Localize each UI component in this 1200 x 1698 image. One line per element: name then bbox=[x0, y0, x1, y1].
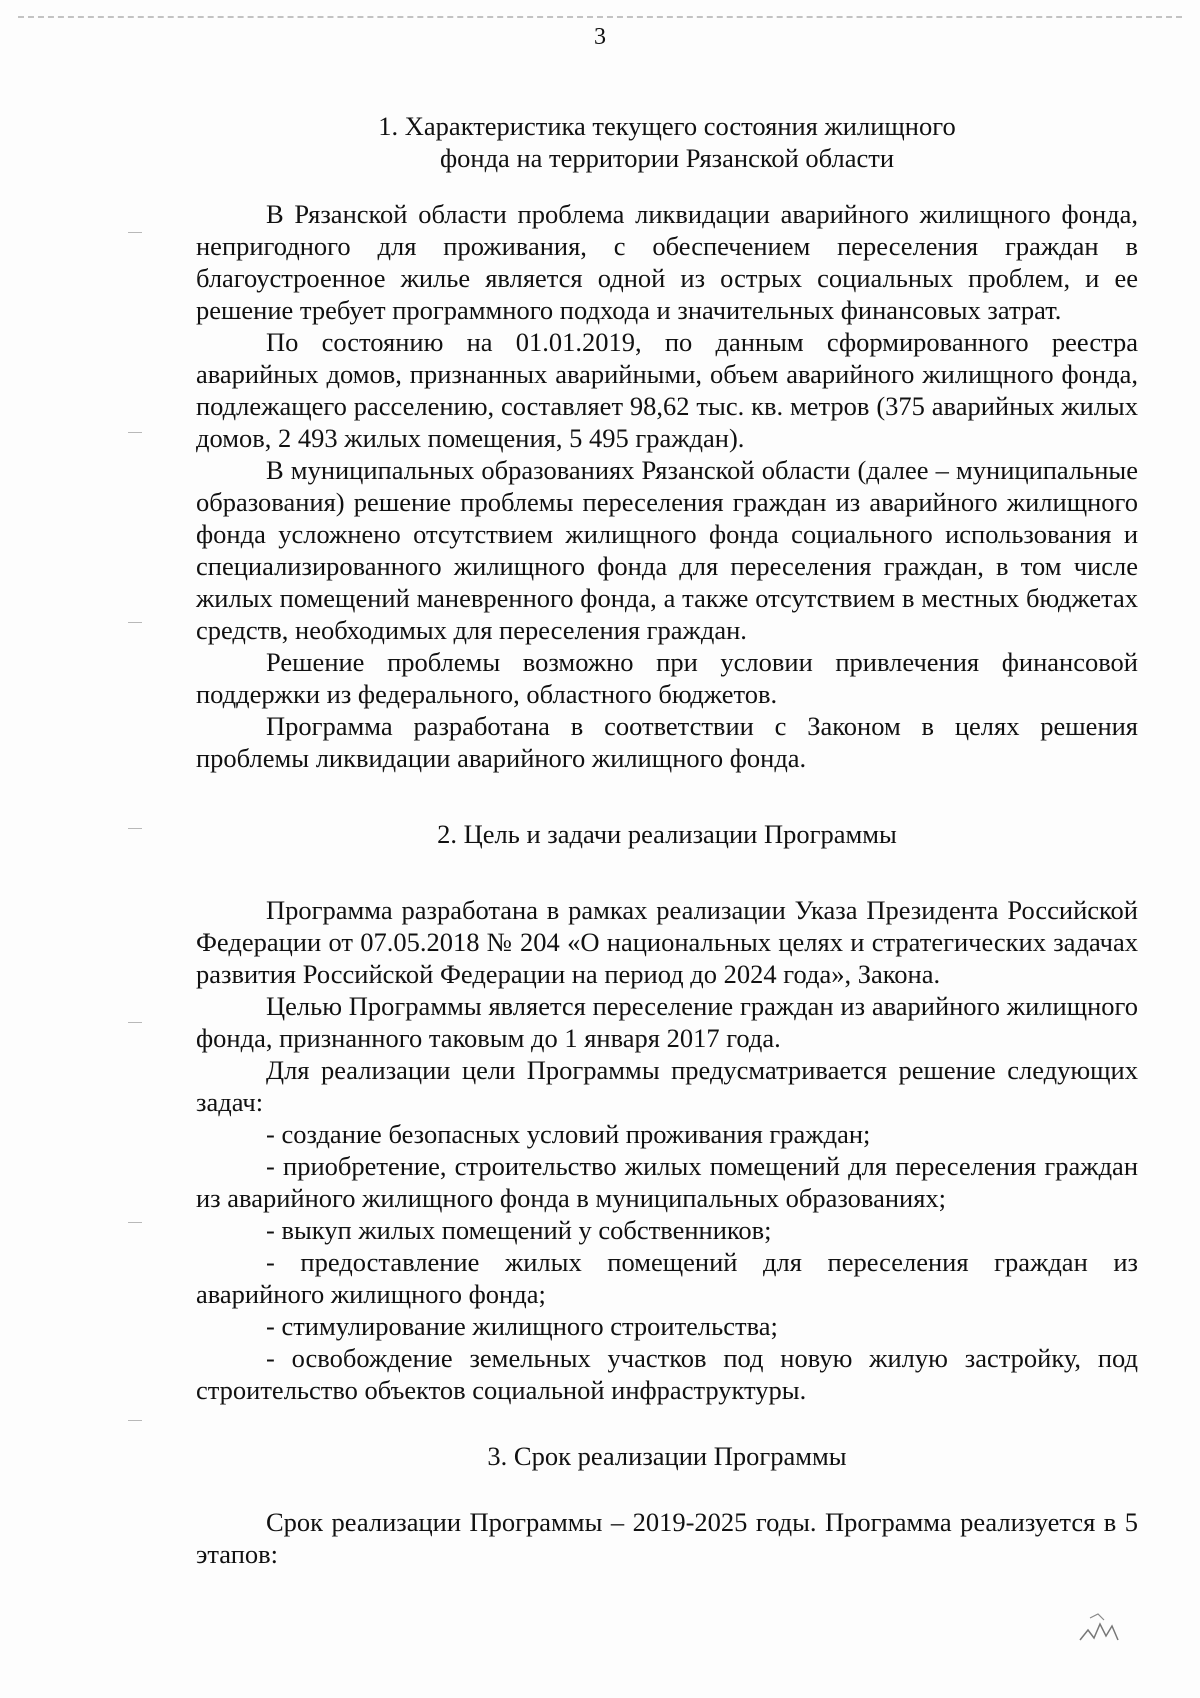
margin-mark bbox=[128, 828, 142, 829]
margin-mark bbox=[128, 1022, 142, 1023]
handwritten-mark bbox=[1070, 1600, 1130, 1650]
task-item: - создание безопасных условий проживания граждан; bbox=[266, 1119, 871, 1149]
section-2-title-line-1: 2. Цель и задачи реализации Программы bbox=[437, 819, 897, 849]
paragraph: По состоянию на 01.01.2019, по данным сформированного реестра аварийных домов, признанных аварийными, объем аварийного жилищного фонда, подлежащего расселению, составляет 98,62 тыс. кв. метров (375 аварийных жилых домов, 2 493 жилых помещения, 5 495 граждан). bbox=[196, 327, 1138, 453]
paragraph: Целью Программы является переселение граждан из аварийного жилищного фонда, признанного таковым до 1 января 2017 года. bbox=[196, 991, 1138, 1053]
paragraph: Для реализации цели Программы предусматривается решение следующих задач: bbox=[196, 1055, 1138, 1117]
task-item: - стимулирование жилищного строительства; bbox=[266, 1311, 778, 1341]
section-1-title bbox=[196, 110, 1138, 174]
section-2 bbox=[196, 818, 1138, 1406]
section-3 bbox=[196, 1440, 1138, 1570]
paragraph: Решение проблемы возможно при условии привлечения финансовой поддержки из федерального, областного бюджетов. bbox=[196, 647, 1138, 709]
task-item: - предоставление жилых помещений для переселения граждан из аварийного жилищного фонда; bbox=[196, 1247, 1138, 1309]
paragraph: Программа разработана в рамках реализации Указа Президента Российской Федерации от 07.05.2018 № 204 «О национальных целях и стратегических задачах развития Российской Федерации на период до 2024 года», Закона. bbox=[196, 895, 1138, 989]
margin-mark bbox=[128, 1420, 142, 1421]
section-3-title-line-1: 3. Срок реализации Программы bbox=[487, 1441, 847, 1471]
section-3-title bbox=[196, 1440, 1138, 1472]
page-number: 3 bbox=[594, 24, 606, 50]
margin-mark bbox=[128, 1222, 142, 1223]
paragraph: Программа разработана в соответствии с Законом в целях решения проблемы ликвидации аварийного жилищного фонда. bbox=[196, 711, 1138, 773]
paragraph: Срок реализации Программы – 2019-2025 годы. Программа реализуется в 5 этапов: bbox=[196, 1507, 1138, 1569]
paragraph: В муниципальных образованиях Рязанской области (далее – муниципальные образования) решение проблемы переселения граждан из аварийного жилищного фонда усложнено отсутствием жилищного фонда социального использования и специализированного жилищного фонда для переселения граждан, в том числе жилых помещений маневренного фонда, а также отсутствием в местных бюджетах средств, необходимых для переселения граждан. bbox=[196, 455, 1138, 645]
task-item: - приобретение, строительство жилых помещений для переселения граждан из аварийного жилищного фонда в муниципальных образованиях; bbox=[196, 1151, 1138, 1213]
section-1 bbox=[196, 110, 1138, 774]
paragraph: В Рязанской области проблема ликвидации аварийного жилищного фонда, непригодного для проживания, с обеспечением переселения граждан в благоустроенное жилье является одной из острых социальных проблем, и ее решение требует программного подхода и значительных финансовых затрат. bbox=[196, 199, 1138, 325]
margin-mark bbox=[128, 622, 142, 623]
scan-border-line bbox=[18, 16, 1182, 18]
section-1-title-line-2: фонда на территории Рязанской области bbox=[439, 143, 895, 173]
margin-mark bbox=[128, 432, 142, 433]
task-item: - выкуп жилых помещений у собственников; bbox=[266, 1215, 772, 1245]
task-item: - освобождение земельных участков под новую жилую застройку, под строительство объектов социальной инфраструктуры. bbox=[196, 1343, 1138, 1405]
section-2-title bbox=[196, 818, 1138, 850]
margin-mark bbox=[128, 232, 142, 233]
section-1-title-line-1: 1. Характеристика текущего состояния жилищного bbox=[378, 111, 956, 141]
document-body bbox=[196, 110, 1138, 1570]
